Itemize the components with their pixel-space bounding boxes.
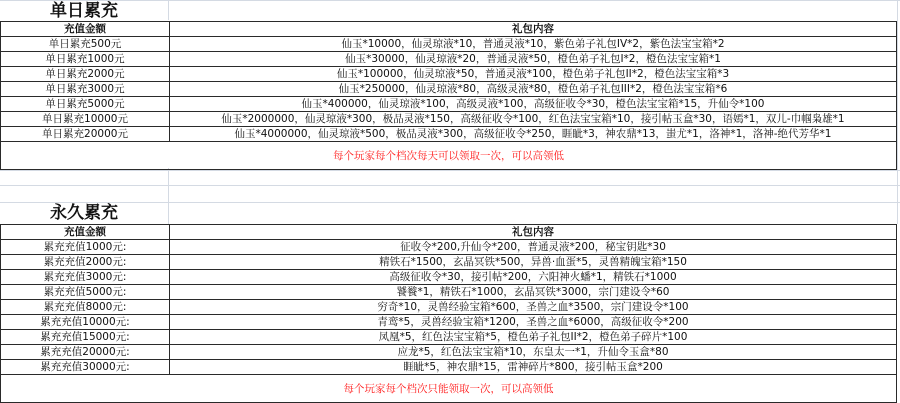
cell-content: 应龙*5，红色法宝宝箱*10，东皇太一*1，升仙令玉盒*80 — [170, 345, 897, 360]
cell-amount: 累充充值30000元: — [1, 360, 170, 375]
table-row — [1, 270, 897, 285]
cell-amount: 单日累充5000元 — [1, 97, 170, 112]
table-row — [1, 315, 897, 330]
table-row — [1, 240, 897, 255]
section-title-permanent: 永久累充 — [50, 203, 118, 223]
cell-content: 仙玉*30000，仙灵琼液*20，普通灵液*50，橙色弟子礼包I*2，橙色法宝宝箱*1 — [170, 52, 897, 67]
table-row — [1, 300, 897, 315]
permanent-recharge-table — [0, 224, 897, 403]
cell-content: 仙玉*10000，仙灵琼液*10，普通灵液*10，紫色弟子礼包IV*2，紫色法宝宝箱*2 — [170, 37, 897, 52]
cell-content: 青鸾*5，灵兽经验宝箱*1200，圣兽之血*6000，高级征收令*200 — [170, 315, 897, 330]
table-row — [1, 330, 897, 345]
cell-amount: 单日累充10000元 — [1, 112, 170, 127]
cell-amount: 累充充值20000元: — [1, 345, 170, 360]
table-row — [1, 345, 897, 360]
cell-content: 仙玉*2000000，仙灵琼液*300，极品灵液*150，高级征收令*100，红色法宝宝箱*10，接引帖玉盒*30，语嫣*1，双儿-巾帼枭雄*1 — [170, 112, 897, 127]
table-row — [1, 52, 897, 67]
note-row — [1, 142, 897, 170]
cell-amount: 累充充值10000元: — [1, 315, 170, 330]
cell-content: 饕餮*1，精铁石*1000，玄晶冥铁*3000，宗门建设令*60 — [170, 285, 897, 300]
cell-content: 仙玉*400000，仙灵琼液*100，高级灵液*100，高级征收令*30，橙色法宝宝箱*15，升仙令*100 — [170, 97, 897, 112]
permanent-note: 每个玩家每个档次只能领取一次，可以高领低 — [1, 375, 897, 403]
cell-content: 穷奇*10，灵兽经验宝箱*600，圣兽之血*3500，宗门建设令*100 — [170, 300, 897, 315]
cell-content: 睚眦*5，神农鼎*15，雷神碎片*800，接引帖玉盒*200 — [170, 360, 897, 375]
header-amount: 充值金额 — [1, 225, 170, 240]
cell-content: 精铁石*1500，玄晶冥铁*500，异兽·血蛋*5，灵兽精魄宝箱*150 — [170, 255, 897, 270]
cell-content: 凤凰*5，红色法宝宝箱*5，橙色弟子礼包II*2，橙色弟子碎片*100 — [170, 330, 897, 345]
cell-content: 征收令*200,升仙令*200，普通灵液*200，秘宝钥匙*30 — [170, 240, 897, 255]
daily-recharge-table — [0, 21, 897, 170]
cell-amount: 累充充值8000元: — [1, 300, 170, 315]
cell-content: 仙玉*250000，仙灵琼液*80，高级灵液*80，橙色弟子礼包III*2，橙色法宝宝箱*6 — [170, 82, 897, 97]
cell-amount: 累充充值5000元: — [1, 285, 170, 300]
table-row — [1, 285, 897, 300]
gridline — [0, 185, 900, 186]
gridline — [897, 0, 898, 224]
table-row — [1, 360, 897, 375]
cell-amount: 单日累充20000元 — [1, 127, 170, 142]
header-content: 礼包内容 — [170, 225, 897, 240]
cell-content: 仙玉*4000000，仙灵琼液*500，极品灵液*300，高级征收令*250，睚眦*3，神农鼎*13，蚩尤*1，洛神*1，洛神-绝代芳华*1 — [170, 127, 897, 142]
table-row — [1, 127, 897, 142]
cell-amount: 累充充值1000元: — [1, 240, 170, 255]
cell-amount: 单日累充3000元 — [1, 82, 170, 97]
cell-amount: 累充充值15000元: — [1, 330, 170, 345]
gridline — [168, 168, 169, 224]
cell-amount: 单日累充500元 — [1, 37, 170, 52]
table-header-row — [1, 225, 897, 240]
gridline — [0, 170, 900, 171]
header-amount: 充值金额 — [1, 22, 170, 37]
cell-content: 高级征收令*30，接引帖*200，六阳神火蟠*1，精铁石*1000 — [170, 270, 897, 285]
table-row — [1, 67, 897, 82]
table-row — [1, 82, 897, 97]
header-content: 礼包内容 — [170, 22, 897, 37]
cell-amount: 累充充值3000元: — [1, 270, 170, 285]
table-row — [1, 112, 897, 127]
table-row — [1, 97, 897, 112]
table-row — [1, 37, 897, 52]
note-row — [1, 375, 897, 403]
cell-content: 仙玉*100000，仙灵琼液*50，普通灵液*100，橙色弟子礼包II*2，橙色法宝宝箱*3 — [170, 67, 897, 82]
section-title-daily: 单日累充 — [50, 1, 118, 21]
cell-amount: 单日累充1000元 — [1, 52, 170, 67]
gridline — [168, 0, 169, 20]
cell-amount: 单日累充2000元 — [1, 67, 170, 82]
daily-note: 每个玩家每个档次每天可以领取一次，可以高领低 — [1, 142, 897, 170]
cell-amount: 累充充值2000元: — [1, 255, 170, 270]
table-row — [1, 255, 897, 270]
table-header-row — [1, 22, 897, 37]
